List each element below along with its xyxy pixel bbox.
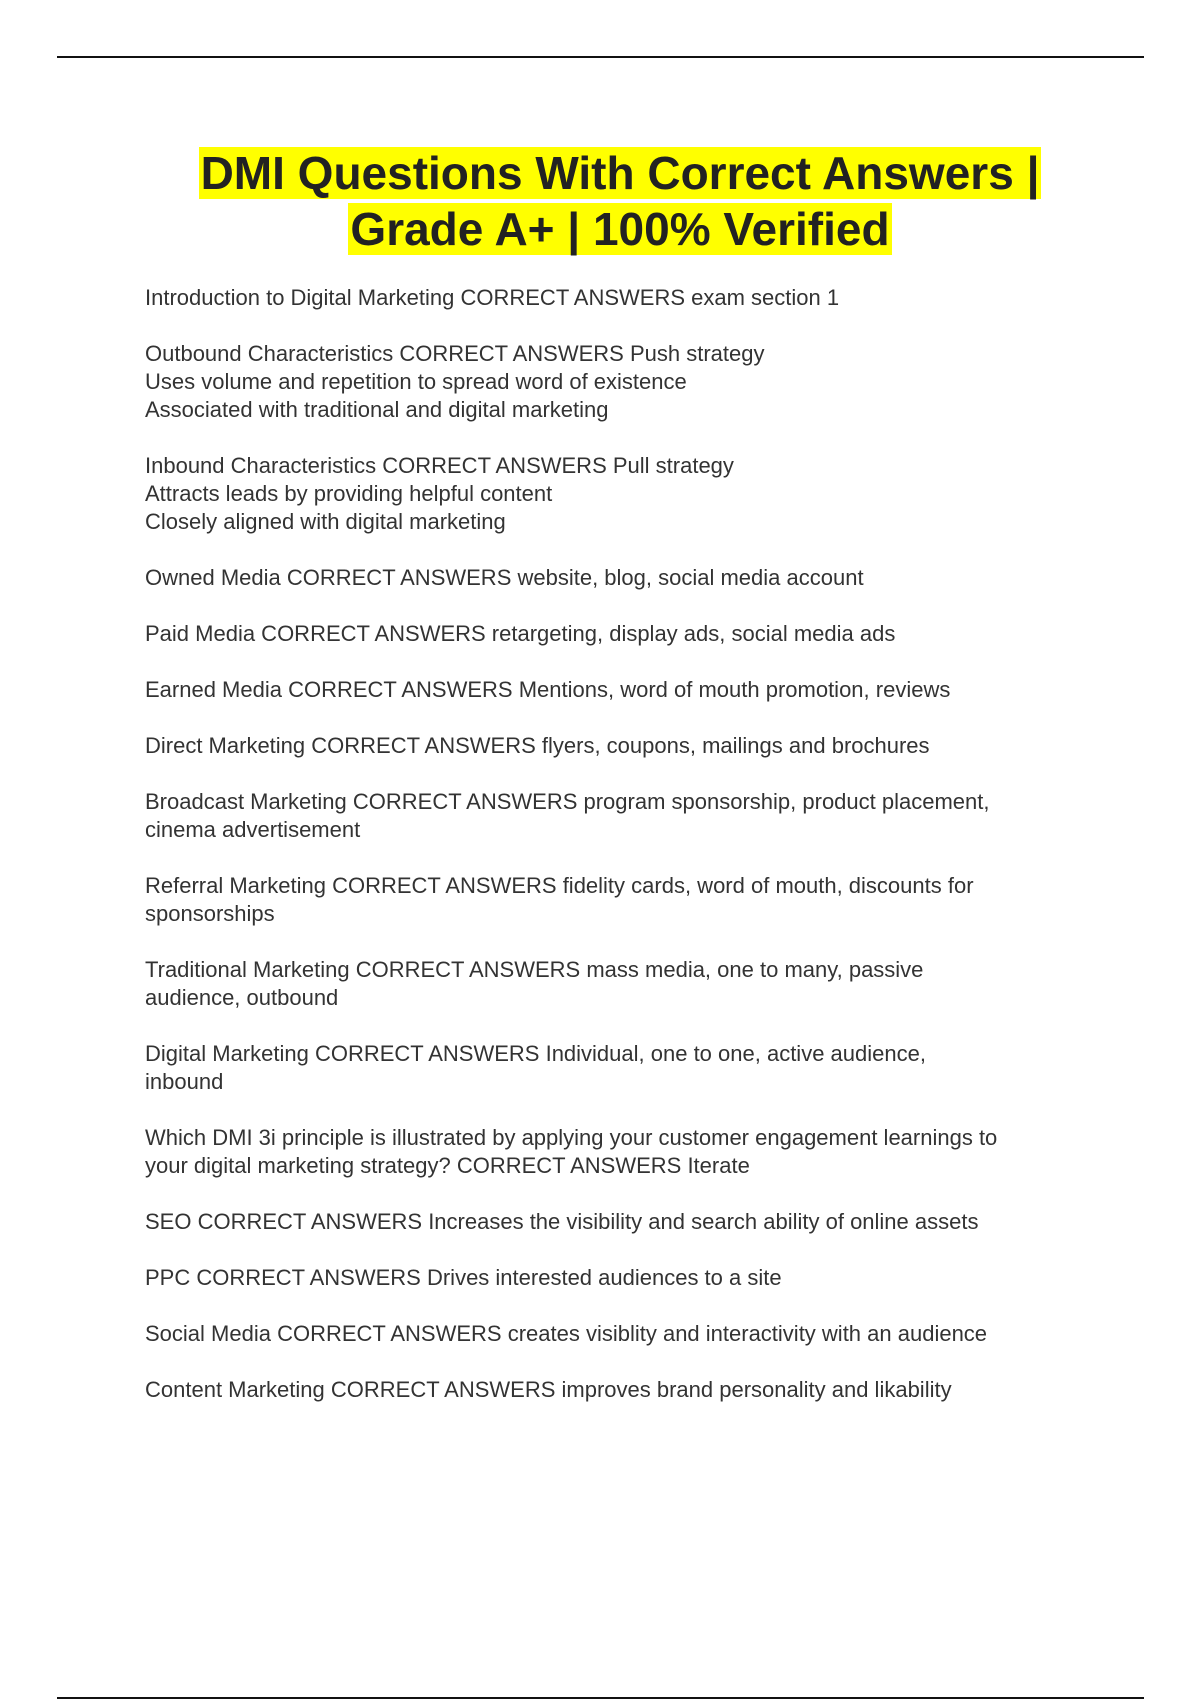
- top-rule: [57, 56, 1144, 58]
- qa-entry-line: cinema advertisement: [145, 817, 361, 842]
- qa-entry-line: Paid Media CORRECT ANSWERS retargeting, display ads, social media ads: [145, 621, 896, 646]
- qa-entry: [145, 1264, 1095, 1292]
- qa-entry-line: Which DMI 3i principle is illustrated by applying your customer engagement learnings to: [145, 1125, 998, 1150]
- qa-entry-line: Referral Marketing CORRECT ANSWERS fidelity cards, word of mouth, discounts for: [145, 873, 974, 898]
- qa-entry: [145, 1040, 1095, 1096]
- qa-entry-line: Inbound Characteristics CORRECT ANSWERS Pull strategy: [145, 453, 734, 478]
- qa-entry: [145, 1208, 1095, 1236]
- qa-entry: [145, 564, 1095, 592]
- qa-entry-line: Outbound Characteristics CORRECT ANSWERS Push strategy: [145, 341, 765, 366]
- qa-entry: [145, 340, 1095, 424]
- bottom-rule: [57, 1697, 1144, 1699]
- qa-entry-line: Owned Media CORRECT ANSWERS website, blog, social media account: [145, 565, 864, 590]
- document-title: [80, 145, 1160, 257]
- qa-entry-line: Digital Marketing CORRECT ANSWERS Individual, one to one, active audience,: [145, 1041, 926, 1066]
- title-line-2: Grade A+ | 100% Verified: [350, 203, 890, 255]
- qa-entry: [145, 956, 1095, 1012]
- qa-entry-line: your digital marketing strategy? CORRECT ANSWERS Iterate: [145, 1153, 750, 1178]
- qa-entry-line: Direct Marketing CORRECT ANSWERS flyers, coupons, mailings and brochures: [145, 733, 930, 758]
- qa-entry-line: Traditional Marketing CORRECT ANSWERS mass media, one to many, passive: [145, 957, 924, 982]
- qa-entry-line: Broadcast Marketing CORRECT ANSWERS program sponsorship, product placement,: [145, 789, 990, 814]
- qa-entry-line: Earned Media CORRECT ANSWERS Mentions, word of mouth promotion, reviews: [145, 677, 951, 702]
- qa-entry: [145, 676, 1095, 704]
- qa-entry-line: inbound: [145, 1069, 224, 1094]
- qa-entry: [145, 1124, 1095, 1180]
- qa-entry: [145, 620, 1095, 648]
- qa-entry-line: Content Marketing CORRECT ANSWERS improves brand personality and likability: [145, 1377, 952, 1402]
- qa-entry: [145, 1320, 1095, 1348]
- qa-entry-line: Attracts leads by providing helpful content: [145, 481, 553, 506]
- qa-entry: [145, 452, 1095, 536]
- qa-entry-line: Associated with traditional and digital marketing: [145, 397, 609, 422]
- qa-entry-line: Uses volume and repetition to spread word of existence: [145, 369, 687, 394]
- qa-entry-line: SEO CORRECT ANSWERS Increases the visibility and search ability of online assets: [145, 1209, 979, 1234]
- title-line-1: DMI Questions With Correct Answers |: [200, 147, 1040, 199]
- qa-entry: [145, 872, 1095, 928]
- qa-list: [145, 284, 1095, 1432]
- qa-entry-line: PPC CORRECT ANSWERS Drives interested audiences to a site: [145, 1265, 782, 1290]
- qa-entry: [145, 284, 1095, 312]
- qa-entry: [145, 732, 1095, 760]
- qa-entry-line: sponsorships: [145, 901, 275, 926]
- qa-entry: [145, 1376, 1095, 1404]
- qa-entry-line: Closely aligned with digital marketing: [145, 509, 506, 534]
- qa-entry-line: Introduction to Digital Marketing CORRECT ANSWERS exam section 1: [145, 285, 840, 310]
- qa-entry-line: Social Media CORRECT ANSWERS creates visiblity and interactivity with an audience: [145, 1321, 988, 1346]
- qa-entry: [145, 788, 1095, 844]
- qa-entry-line: audience, outbound: [145, 985, 339, 1010]
